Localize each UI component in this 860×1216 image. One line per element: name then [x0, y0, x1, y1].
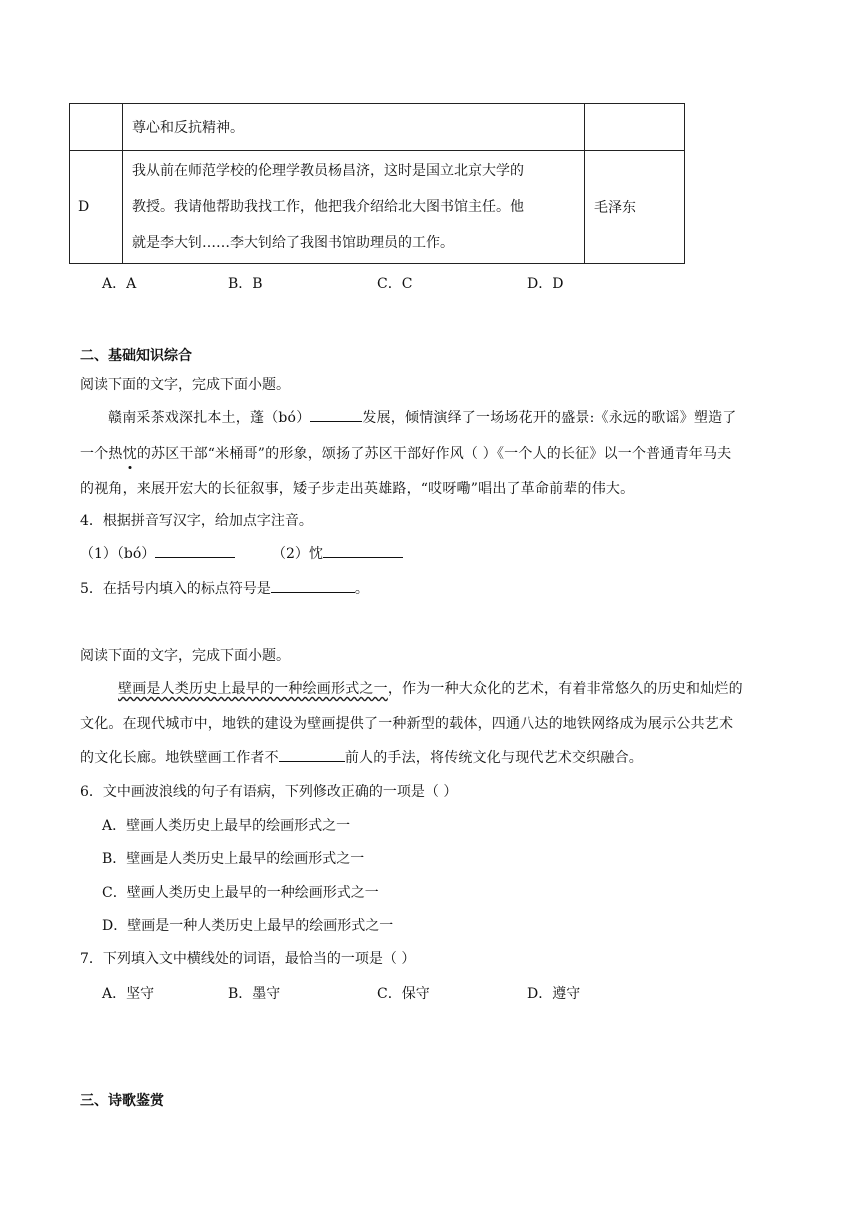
dotted-character: 忱 [122, 446, 137, 462]
q7-option-d[interactable]: D．遵守 [527, 986, 581, 1002]
author-cell: 毛泽东 [585, 151, 685, 264]
q3-option-c[interactable]: C．C [377, 276, 413, 292]
wavy-underlined-sentence: 壁画是人类历史上最早的一种绘画形式之一 [118, 681, 388, 697]
reading-instruction: 阅读下面的文字，完成下面小题。 [80, 377, 290, 393]
option-label-cell [70, 104, 123, 151]
option-label-cell: D [70, 151, 123, 264]
q7-option-b[interactable]: B．墨守 [228, 986, 281, 1002]
passage-line: 一个热忱的苏区干部“米桶哥”的形象，颂扬了苏区干部好作风（ ）《一个人的长征》以一个普通青年马夫 [80, 446, 732, 462]
answer-blank[interactable] [279, 747, 345, 762]
quote-cell [123, 151, 585, 264]
q6-option-c[interactable]: C．壁画人类历史上最早的一种绘画形式之一 [102, 885, 379, 901]
question-6: 6．文中画波浪线的句子有语病，下列修改正确的一项是（ ） [80, 784, 458, 800]
question-4: 4．根据拼音写汉字，给加点字注音。 [80, 513, 313, 529]
q3-option-d[interactable]: D．D [527, 276, 564, 292]
answer-blank[interactable] [271, 578, 355, 593]
q7-option-c[interactable]: C．保守 [377, 986, 430, 1002]
q3-option-b[interactable]: B．B [228, 276, 263, 292]
answer-blank[interactable] [310, 407, 362, 422]
question-table [69, 103, 685, 264]
question-4-part-2: （2）忱 [272, 543, 403, 563]
passage-line: 文化。在现代城市中，地铁的建设为壁画提供了一种新型的载体，四通八达的地铁网络成为展示公共艺术 [80, 716, 734, 732]
question-4-part-1: （1）（bó） [80, 543, 235, 563]
reading-instruction: 阅读下面的文字，完成下面小题。 [80, 648, 290, 664]
passage-line: 的文化长廊。地铁壁画工作者不 前人的手法，将传统文化与现代艺术交织融合。 [80, 747, 643, 767]
quote-line: 我从前在师范学校的伦理学教员杨昌济，这时是国立北京大学的 [132, 163, 524, 179]
answer-blank[interactable] [155, 543, 235, 558]
question-7: 7．下列填入文中横线处的词语，最恰当的一项是（ ） [80, 951, 416, 967]
quote-line: 就是李大钊……李大钊给了我图书馆助理员的工作。 [132, 235, 454, 251]
q7-option-a[interactable]: A．坚守 [102, 986, 155, 1002]
table-row [70, 104, 685, 151]
passage-line: 壁画是人类历史上最早的一种绘画形式之一，作为一种大众化的艺术，有着非常悠久的历史和灿烂的 [118, 681, 743, 697]
q6-option-b[interactable]: B．壁画是人类历史上最早的绘画形式之一 [102, 851, 365, 867]
answer-blank[interactable] [323, 543, 403, 558]
quote-cell: 尊心和反抗精神。 [123, 104, 585, 151]
q3-option-a[interactable]: A．A [102, 276, 137, 292]
passage-line: 的视角，来展开宏大的长征叙事，矮子步走出英雄路，“哎呀嘞”唱出了革命前辈的伟大。 [80, 481, 635, 497]
q6-option-a[interactable]: A．壁画人类历史上最早的绘画形式之一 [102, 818, 351, 834]
author-cell [585, 104, 685, 151]
question-5: 5．在括号内填入的标点符号是 。 [80, 578, 369, 598]
section-title: 三、诗歌鉴赏 [80, 1093, 164, 1109]
section-title: 二、基础知识综合 [80, 348, 192, 364]
q6-option-d[interactable]: D．壁画是一种人类历史上最早的绘画形式之一 [102, 918, 394, 934]
quote-line: 教授。我请他帮助我找工作，他把我介绍给北大图书馆主任。他 [132, 199, 524, 215]
table-row [70, 151, 685, 264]
passage-line: 赣南采茶戏深扎本土，蓬（bó） 发展，倾情演绎了一场场花开的盛景:《永远的歌谣》塑造了 [108, 407, 737, 427]
